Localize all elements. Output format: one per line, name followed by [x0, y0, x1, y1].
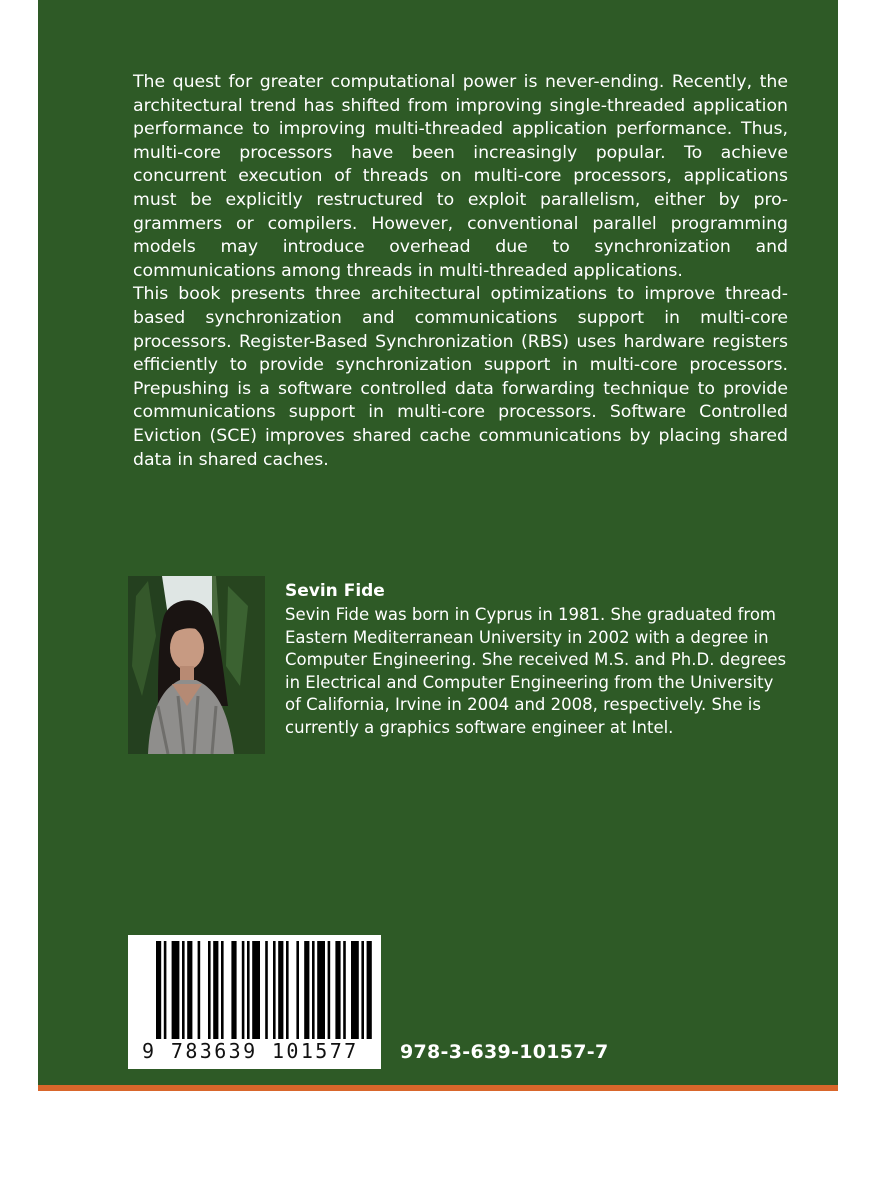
barcode-bar	[156, 941, 161, 1055]
barcode-bar	[335, 941, 340, 1041]
barcode-bar	[304, 941, 309, 1041]
barcode-bar	[367, 941, 372, 1041]
barcode-bar	[231, 941, 236, 1041]
blurb-paragraph-1: The quest for greater computational power is never-ending. Recently, the architectural trend has shifted from improving single-threaded application performance to improving multi-threaded application performance. Thus, multi-core processors have been increasingly popular. To achieve concurrent execution of threads on multi-core processors, applications must be explicitly restructured to exploit parallelism, either by programmers or compilers. However, conventional parallel programming models may introduce overhead due to synchronization and communications among threads in multi-threaded applications.	[133, 72, 788, 281]
barcode-bar	[182, 941, 185, 1041]
barcode-bar	[361, 941, 364, 1041]
barcode-bar	[198, 941, 201, 1041]
barcode-bar	[242, 941, 245, 1041]
barcode	[128, 935, 381, 1069]
barcode-bar	[247, 941, 250, 1041]
barcode-bar	[265, 941, 268, 1041]
author-bio: Sevin Fide was born in Cyprus in 1981. She graduated from Eastern Mediterranean University in 2002 with a degree in Computer Engineering. She received M.S. and Ph.D. degrees in Electrical and Computer Engineering from the University of California, Irvine in 2004 and 2008, respectively. She is currently a graphics software engineer at Intel.	[285, 605, 787, 737]
author-name: Sevin Fide	[285, 581, 385, 601]
isbn-number: 978-3-639-10157-7	[400, 1041, 609, 1063]
book-blurb	[133, 71, 788, 472]
barcode-bar	[208, 941, 211, 1041]
barcode-bar	[312, 941, 315, 1041]
barcode-bar	[296, 941, 299, 1041]
barcode-bar	[286, 941, 289, 1041]
barcode-digits: 9 783639 101577	[138, 1039, 378, 1063]
barcode-bar	[252, 941, 260, 1041]
barcode-bar	[213, 941, 218, 1041]
barcode-bar	[278, 941, 283, 1041]
barcode-bar	[328, 941, 331, 1041]
blurb-paragraph-2: This book presents three architectural optimizations to improve thread-based synchronization and communications support in multi-core processors. Register-Based Synchronization (RBS) uses hardware registers efficiently to provide synchronization support in multi-core processors. Prepushing is a software controlled data forwarding technique to provide communications support in multi-core processors. Software Controlled Eviction (SCE) improves shared cache communications by placing shared data in shared caches.	[133, 284, 788, 470]
barcode-bar	[221, 941, 224, 1041]
barcode-bar	[164, 941, 167, 1055]
barcode-bar	[172, 941, 180, 1041]
barcode-bar	[273, 941, 276, 1055]
author-photo	[128, 576, 265, 754]
barcode-bar	[351, 941, 359, 1041]
barcode-bar	[343, 941, 346, 1041]
bottom-stripe	[38, 1085, 838, 1091]
barcode-bar	[317, 941, 325, 1041]
barcode-bar	[187, 941, 192, 1041]
